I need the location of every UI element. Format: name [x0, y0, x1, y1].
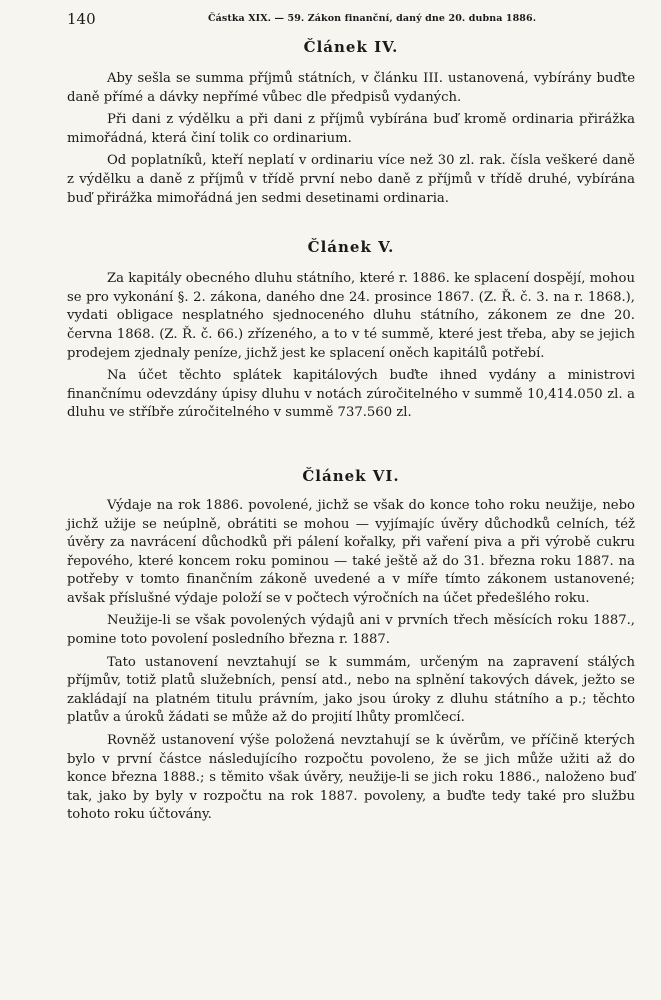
paragraph: Při dani z výdělku a při dani z příjmů vybírána buď kromě ordinaria přirážka mimořádná, která činí tolik co ordinarium. — [67, 112, 635, 146]
article-vi — [67, 467, 635, 825]
article-title: Článek V. — [307, 238, 395, 257]
paragraph: Od poplatníků, kteří neplatí v ordinariu více než 30 zl. rak. čísla veškeré daně z výdělku a daně z příjmů v třídě první nebo daně z příjmů v třídě druhé, vybírána buď přirážka mimořádná jen sedmi desetinami ordinaria. — [67, 153, 635, 206]
paragraph: Rovněž ustanovení výše položená nevztahují se k úvěrům, ve příčině kterých bylo v první částce následujícího rozpočtu povoleno, že se jich může užiti až do konce března 1888.; s těmito však úvěry, neužije-li se jich roku 1886., naloženo buď tak, jako by byly v rozpočtu na rok 1887. povoleny, a buďte tedy také pro službu tohoto roku účtovány. — [67, 733, 635, 823]
page-header — [67, 0, 635, 34]
running-head: Částka XIX. — 59. Zákon finanční, daný dne 20. dubna 1886. — [208, 13, 537, 24]
article-iv — [67, 38, 635, 208]
paragraph: Na účet těchto splátek kapitálových buďte ihned vydány a ministrovi finančnímu odevzdány úpisy dluhu v notách zúročitelného v summě 10,414.050 zl. a dluhu ve stříbře zúročitelného v summě 737.560 zl. — [67, 368, 635, 421]
paragraph: Za kapitály obecného dluhu státního, které r. 1886. ke splacení dospějí, mohou se pro vykonání §. 2. zákona, daného dne 24. prosince 1867. (Z. Ř. č. 3. na r. 1868.), vydati obligace nesplatného sjednoceného dluhu státního, zákonem ze dne 20. června 1868. (Z. Ř. č. 66.) zřízeného, a to v té summě, které jest třeba, aby se jejich prodejem zjednaly peníze, jichž jest ke splacení oněch kapitálů potřebí. — [67, 271, 635, 361]
article-title: Článek VI. — [302, 466, 400, 485]
article-v — [67, 238, 635, 423]
paragraph: Neužije-li se však povolených výdajů ani v prvních třech měsících roku 1887., pomine toto povolení posledního března r. 1887. — [67, 613, 635, 648]
paragraph: Aby sešla se summa příjmů státních, v článku III. ustanovená, vybírány buďte daně přímé a dávky nepřímé vůbec dle předpisů vydaných. — [67, 71, 635, 105]
article-title: Článek IV. — [303, 38, 399, 56]
paragraph: Výdaje na rok 1886. povolené, jichž se však do konce toho roku neužije, nebo jichž užije se neúplně, obrátiti se mohou — vyjímajíc úvěry důchodků celních, též úvěry za navrácení důchodků při pálení kořalky, při vaření piva a při výrobě cukru řepového, které koncem roku pominou — také ještě až do 31. března roku 1887. na potřeby v tomto finančním zákoně uvedené a v míře tímto zákonem ustanovené; avšak příslušné výdaje položí se v počtech výročních na účet předešlého roku. — [67, 497, 635, 606]
paragraph: Tato ustanovení nevztahují se k summám, určeným na zapravení stálých příjmův, totiž platů služebních, pensí atd., nebo na splnění takových dávek, ježto se zakládají na platném titulu právním, jako jsou úroky z dluhu státního a p.; těchto platův a úroků žádati se může až do projití lhůty promlčecí. — [67, 654, 635, 726]
page-number: 140 — [67, 10, 96, 28]
